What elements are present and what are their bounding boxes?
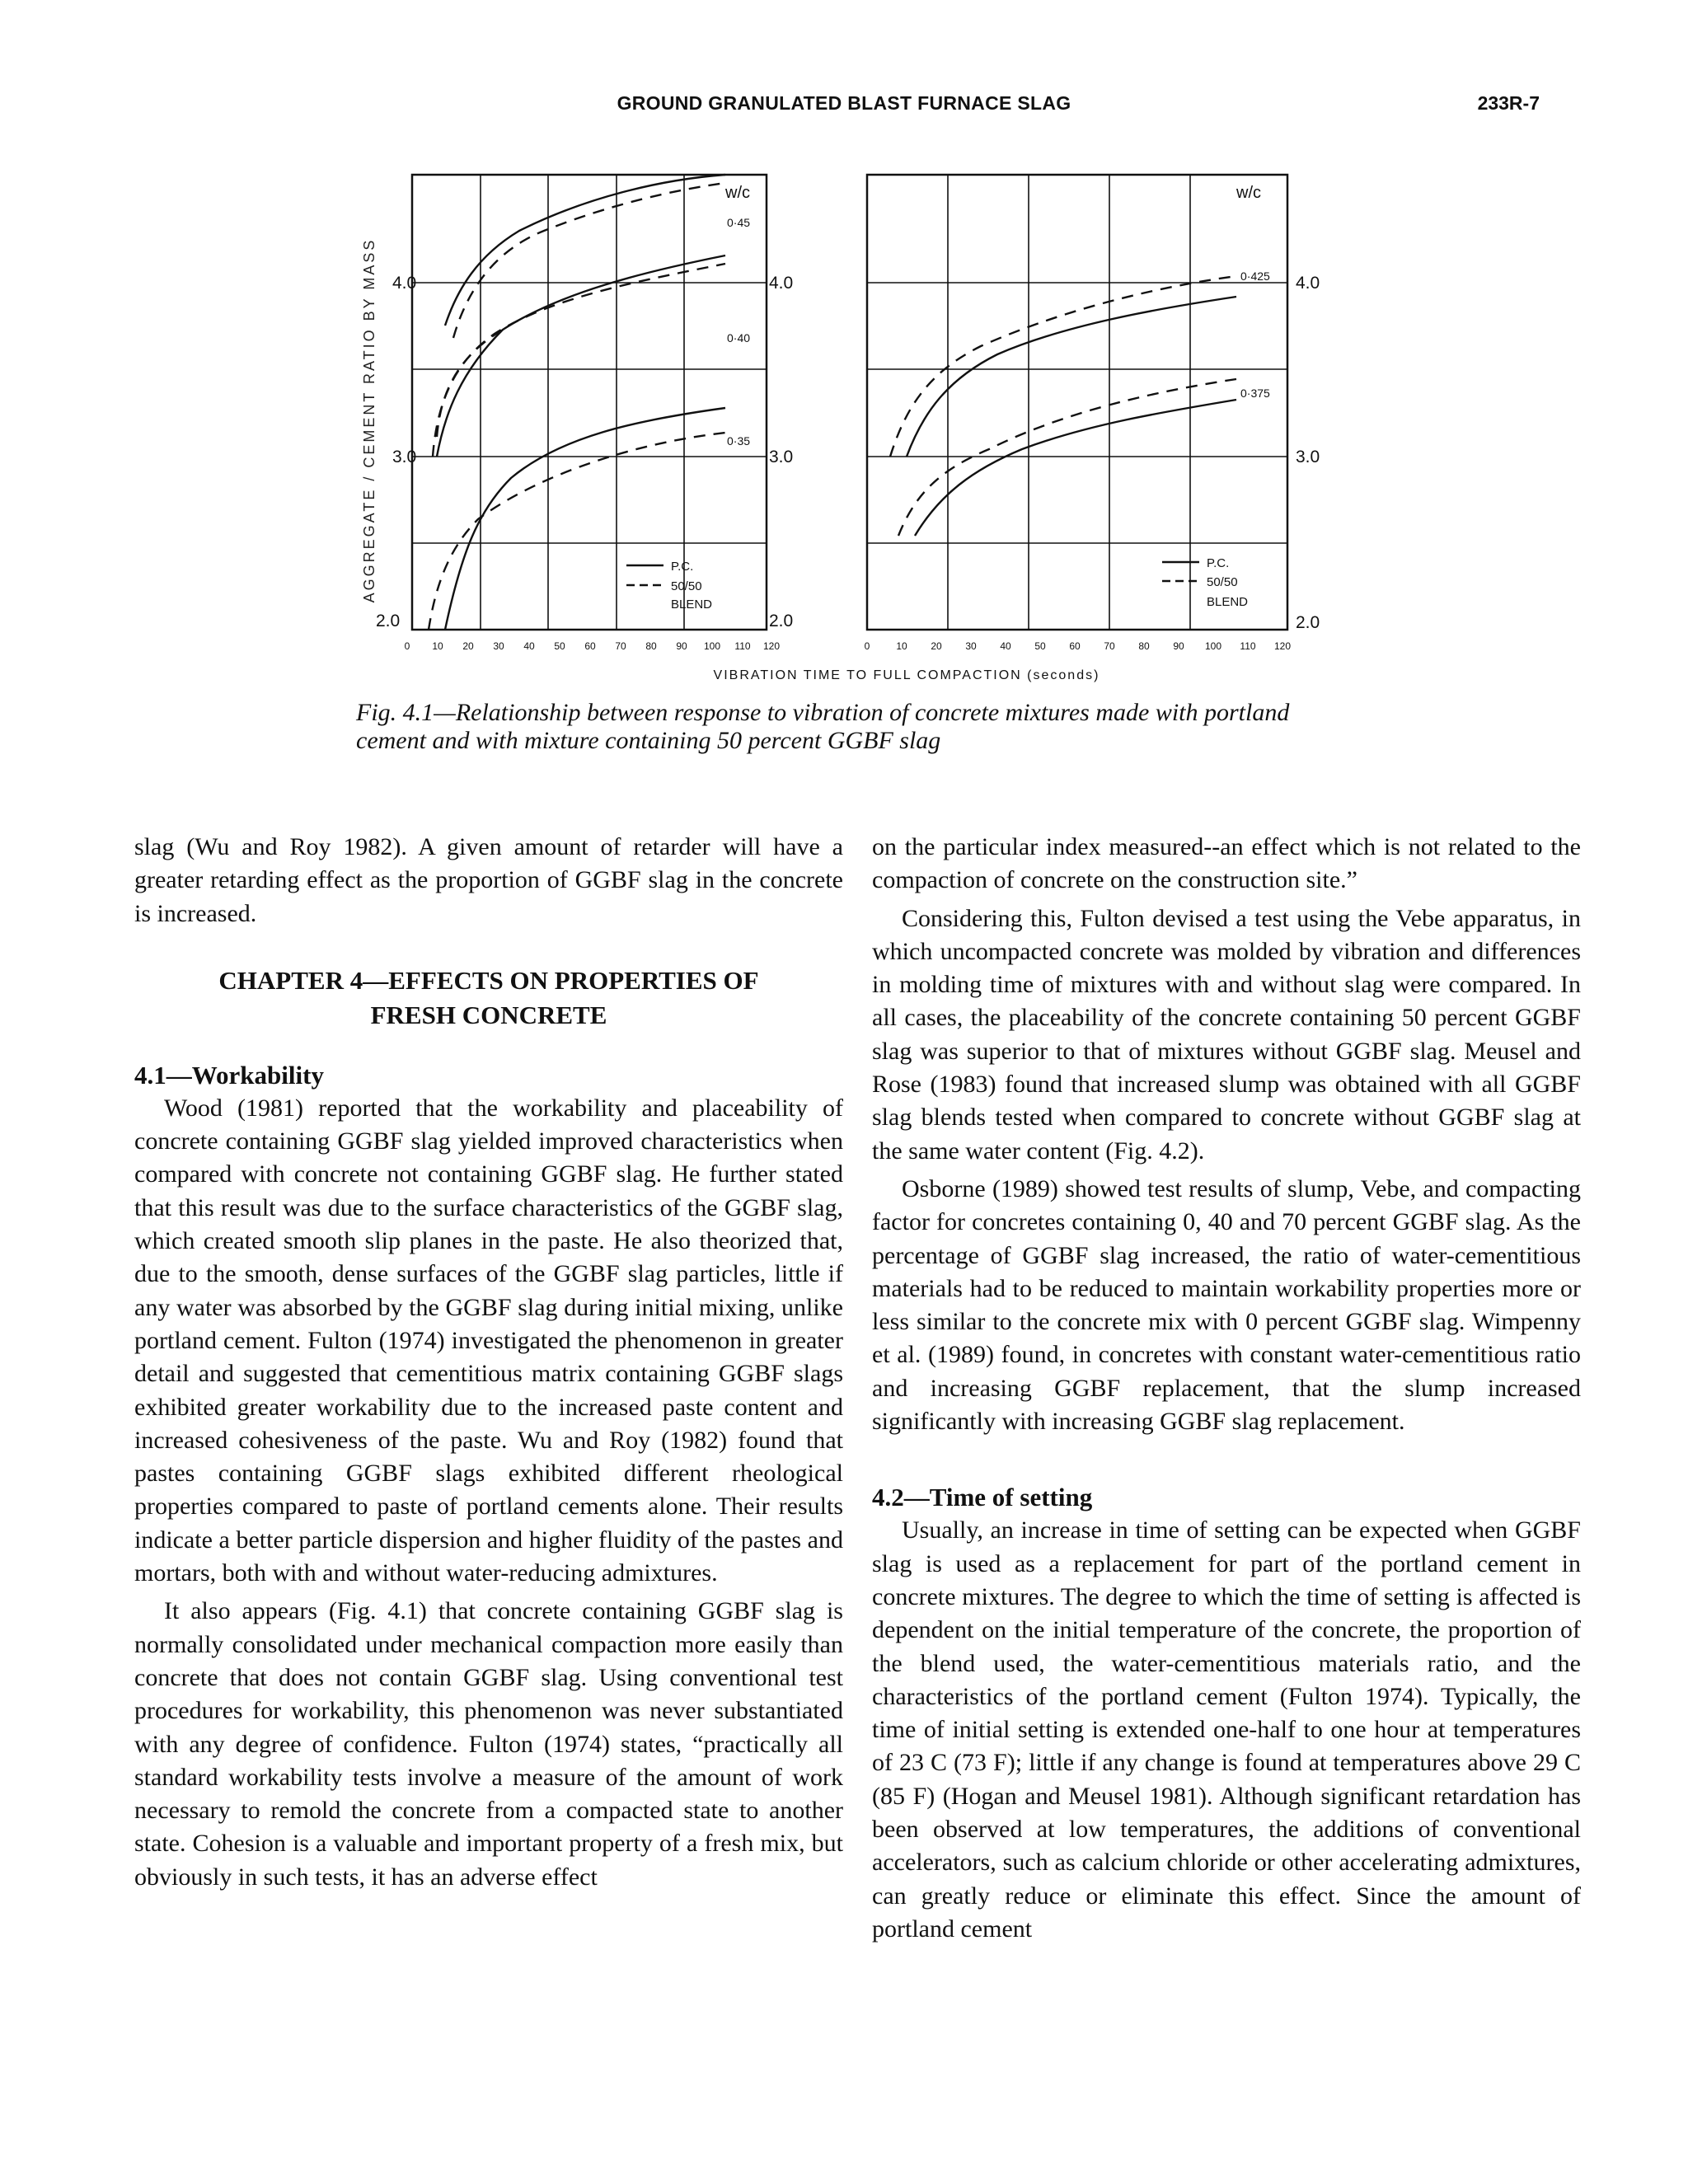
right-xtick: 70	[1104, 640, 1115, 652]
mid-ytick-20: 2.0	[769, 612, 794, 630]
left-xtick: 70	[615, 640, 626, 652]
left-xtick: 60	[584, 640, 596, 652]
left-wc-035: 0·35	[727, 434, 751, 448]
right-xtick: 40	[1000, 640, 1011, 652]
right-ytick-40: 4.0	[1296, 274, 1320, 293]
paragraph: Usually, an increase in time of setting can be expected when GGBF slag is used as a replacement for part of the portland cement in concrete mixtures. The degree to which the time of setting is affected is dependent on the initial temperature of the concrete, the proportion of the blend used, the water-cementitious materials ratio, and the characteristics of the portland cement (Fulton 1974). Typically, the time of initial setting is extended one-half to one hour at temperatures of 23 C (73 F); little if any change is found at temperatures above 29 C (85 F) (Hogan and Meusel 1981). Although significant retardation has been observed at low temperatures, the additions of conventional accelerators, such as calcium chloride or other accelerating admixtures, can greatly reduce or eliminate this effect. Since the amount of portland cement	[872, 1516, 1581, 1943]
left-wc-040: 0·40	[727, 331, 751, 344]
right-legend-pc: P.C.	[1207, 556, 1230, 570]
right-xtick: 100	[1204, 640, 1222, 652]
right-ytick-20: 2.0	[1296, 613, 1320, 632]
mid-ytick-30: 3.0	[769, 448, 794, 466]
right-column	[872, 831, 1581, 1946]
section-heading-4-1: 4.1—Workability	[134, 1060, 324, 1090]
paragraph: Considering this, Fulton devised a test using the Vebe apparatus, in which uncompacted concrete was molded by vibration and differences in molding time of mixtures with and without slag were compared. In all cases, the placeability of the concrete containing 50 percent GGBF slag was superior to that of mixtures without GGBF slag. Meusel and Rose (1983) found that increased slump was obtained with all GGBF slag blends tested when compared to concrete without GGBF slag at the same water content (Fig. 4.2).	[872, 904, 1581, 1165]
right-xtick: 50	[1034, 640, 1046, 652]
left-legend	[626, 560, 712, 612]
left-legend-blend: BLEND	[671, 598, 713, 612]
figure-4-1	[346, 165, 1385, 692]
left-xtick: 30	[493, 640, 504, 652]
right-legend	[1162, 556, 1248, 609]
left-xtick: 40	[523, 640, 535, 652]
paragraph: slag (Wu and Roy 1982). A given amount of retarder will have a greater retarding effect as the proportion of GGBF slag in the concrete is increased.	[134, 833, 843, 927]
y-axis-label: AGGREGATE / CEMENT RATIO BY MASS	[361, 237, 377, 603]
left-panel	[376, 175, 793, 652]
right-xtick: 80	[1138, 640, 1150, 652]
right-wc-0375: 0·375	[1240, 387, 1270, 400]
right-wc-0425: 0·425	[1240, 269, 1270, 283]
paragraph: Wood (1981) reported that the workability and placeability of concrete containing GGBF slag yielded improved characteristics when compared with concrete not containing GGBF slag. He further stated that this result was due to the surface characteristics of the GGBF slag, which created smooth slip planes in the paste. He also theorized that, due to the smooth, dense surfaces of the GGBF slag particles, little if any water was absorbed by the GGBF slag during initial mixing, unlike portland cement. Fulton (1974) investigated the phenomenon in greater detail and suggested that cementitious matrix containing GGBF slags exhibited greater workability due to the increased paste content and increased cohesiveness of the paste. Wu and Roy (1982) found that pastes containing GGBF slags exhibited different rheological properties compared to paste of portland cements alone. Their results indicate a better particle dispersion and higher fluidity of the pastes and mortars, both with and without water-reducing admixtures.	[134, 1094, 843, 1587]
paragraph: Osborne (1989) showed test results of slump, Vebe, and compacting factor for concretes containing 0, 40 and 70 percent GGBF slag. As the percentage of GGBF slag increased, the ratio of water-cementitious materials had to be reduced to maintain workability properties more or less similar to the concrete mix with 0 percent GGBF slag. Wimpenny et al. (1989) found, in concretes with constant water-cementitious ratio and increasing GGBF replacement, that the slump increased significantly with increasing GGBF slag replacement.	[872, 1174, 1581, 1436]
right-xtick: 0	[864, 640, 870, 652]
left-xtick: 110	[734, 640, 751, 652]
right-xtick: 60	[1069, 640, 1081, 652]
left-wc-header: w/c	[725, 184, 750, 202]
left-xtick: 0	[404, 640, 410, 652]
left-ytick-20: 2.0	[376, 612, 401, 630]
left-xtick: 120	[762, 640, 781, 652]
left-xtick: 100	[703, 640, 721, 652]
page-number: 233R-7	[1477, 92, 1540, 114]
right-legend-blend-ratio: 50/50	[1207, 575, 1238, 589]
left-xtick: 80	[645, 640, 657, 652]
right-xtick: 120	[1273, 640, 1292, 652]
right-xtick: 20	[931, 640, 942, 652]
chapter-heading	[134, 963, 843, 1033]
running-header-title: GROUND GRANULATED BLAST FURNACE SLAG	[617, 92, 1071, 114]
chapter-heading-line: CHAPTER 4—EFFECTS ON PROPERTIES OF	[218, 965, 759, 995]
right-panel	[865, 175, 1320, 652]
x-axis-label: VIBRATION TIME TO FULL COMPACTION (seconds)	[713, 668, 1100, 682]
chapter-heading-line: FRESH CONCRETE	[370, 1000, 607, 1029]
left-xtick: 10	[432, 640, 443, 652]
right-legend-blend: BLEND	[1207, 595, 1249, 609]
left-ytick-30: 3.0	[392, 448, 417, 466]
left-wc-045: 0·45	[727, 216, 751, 229]
right-xtick: 30	[965, 640, 977, 652]
left-xtick: 20	[462, 640, 474, 652]
left-xtick: 90	[676, 640, 687, 652]
mid-ytick-40: 4.0	[769, 274, 794, 293]
left-xtick: 50	[554, 640, 565, 652]
paragraph: on the particular index measured--an effect which is not related to the compaction of concrete on the construction site.”	[872, 833, 1581, 894]
right-xtick: 10	[896, 640, 907, 652]
right-xtick: 110	[1240, 640, 1256, 652]
figure-caption: Fig. 4.1—Relationship between response to vibration of concrete mixtures made with portland cement and with mixture containing 50 percent GGBF slag	[356, 699, 1290, 754]
right-wc-header: w/c	[1236, 184, 1261, 202]
left-legend-blend-ratio: 50/50	[671, 579, 702, 593]
section-heading-4-2: 4.2—Time of setting	[872, 1483, 1093, 1512]
paragraph: It also appears (Fig. 4.1) that concrete containing GGBF slag is normally consolidated under mechanical compaction more easily than concrete that does not contain GGBF slag. Using conventional test procedures for workability, this phenomenon was never substantiated with any degree of confidence. Fulton (1974) states, “practically all standard workability tests involve a measure of the amount of work necessary to remold the concrete from a compacted state to another state. Cohesion is a valuable and important property of a fresh mix, but obviously in such tests, it has an adverse effect	[134, 1597, 843, 1891]
right-ytick-30: 3.0	[1296, 448, 1320, 466]
left-legend-pc: P.C.	[671, 560, 694, 574]
left-ytick-40: 4.0	[392, 274, 417, 293]
right-xtick: 90	[1173, 640, 1184, 652]
left-column	[134, 831, 843, 1894]
